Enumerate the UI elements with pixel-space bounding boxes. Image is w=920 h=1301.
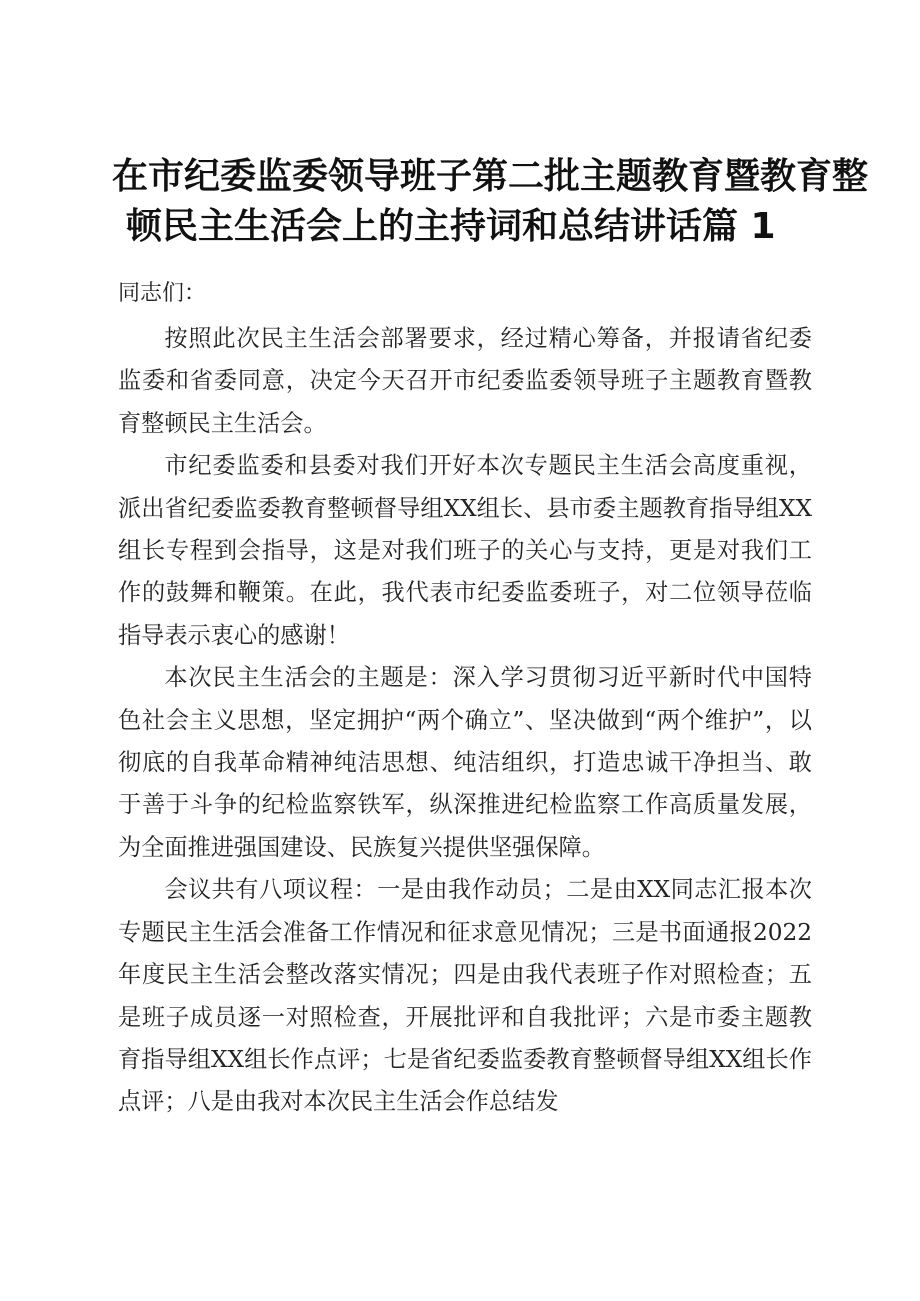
paragraph-4: 会议共有八项议程：一是由我作动员；二是由XX同志汇报本次专题民主生活会准备工作情况和征求意见情况；三是书面通报2022年度民主生活会整改落实情况；四是由我代表班子作对照检查；五是班子成员逐一对照检查，开展批评和自我批评；六是市委主题教育指导组XX组长作点评；七是省纪委监委教育整顿督导组XX组长作点评；八是由我对本次民主生活会作总结发 xyxy=(118,876,812,1116)
document-body xyxy=(118,318,812,1124)
paragraph-3: 本次民主生活会的主题是：深入学习贯彻习近平新时代中国特色社会主义思想，坚定拥护“两个确立”、坚决做到“两个维护”，以彻底的自我革命精神纯洁思想、纯洁组织，打造忠诚干净担当、敢于善于斗争的纪检监察铁军，纵深推进纪检监察工作高质量发展，为全面推进强国建设、民族复兴提供坚强保障。 xyxy=(118,664,812,861)
title-line-1: 在市纪委监委领导班子第二批主题教育暨教育整 xyxy=(112,156,869,197)
paragraph-2: 市纪委监委和县委对我们开好本次专题民主生活会高度重视，派出省纪委监委教育整顿督导组XX组长、县市委主题教育指导组XX组长专程到会指导，这是对我们班子的关心与支持，更是对我们工作的鼓舞和鞭策。在此，我代表市纪委监委班子，对二位领导莅临指导表示衷心的感谢！ xyxy=(118,452,812,649)
paragraph-1: 按照此次民主生活会部署要求，经过精心筹备，并报请省纪委监委和省委同意，决定今天召开市纪委监委领导班子主题教育暨教育整顿民主生活会。 xyxy=(118,325,812,437)
title-line-2: 顿民主生活会上的主持词和总结讲话篇 1 xyxy=(126,206,776,247)
salutation: 同志们： xyxy=(118,281,207,306)
document-title xyxy=(112,152,869,252)
